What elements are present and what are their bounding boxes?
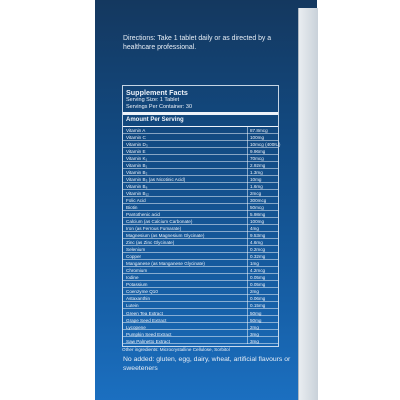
- column-separator: [247, 337, 248, 344]
- column-separator: [247, 267, 248, 274]
- column-separator: [247, 134, 248, 141]
- nutrient-name: Lycopene: [126, 324, 146, 330]
- nutrient-row: [123, 204, 278, 211]
- nutrient-row: [123, 260, 278, 267]
- nutrient-amount: 0.06mg: [250, 296, 266, 302]
- nutrient-amount: 2mg: [250, 289, 259, 295]
- nutrient-amount: 4.6mg: [250, 240, 263, 246]
- amount-per-serving-header: Amount Per Serving: [126, 117, 184, 123]
- nutrient-amount: 87.8mcg: [250, 128, 268, 134]
- nutrient-name: Selenium: [126, 247, 146, 253]
- nutrient-amount: 2mcg: [250, 191, 262, 197]
- nutrient-row: [123, 288, 278, 295]
- nutrient-name: Vitamin B₂: [126, 170, 148, 176]
- nutrient-name: Vitamin B₁₂: [126, 191, 149, 197]
- nutrient-name: Vitamin K₁: [126, 156, 148, 162]
- nutrient-amount: 10mcg (400IU): [250, 142, 281, 148]
- nutrient-amount: 9.96mg: [250, 149, 266, 155]
- nutrient-row: [123, 148, 278, 155]
- nutrient-name: Magnesium (as Magnesium Glycinate): [126, 233, 205, 239]
- nutrient-name: Saw Palmetto Extract: [126, 338, 170, 344]
- column-separator: [247, 155, 248, 162]
- column-separator: [247, 211, 248, 218]
- nutrient-name: Green Tea Extract: [126, 310, 163, 316]
- nutrient-amount: 1.3mg: [250, 170, 263, 176]
- nutrient-name: Vitamin B₆: [126, 184, 148, 190]
- nutrient-amount: 0.05mg: [250, 275, 266, 281]
- column-separator: [247, 190, 248, 197]
- nutrient-name: Calcium (as Calcium Carbonate): [126, 219, 193, 225]
- nutrient-name: Copper: [126, 254, 142, 260]
- column-separator: [247, 288, 248, 295]
- nutrient-name: Vitamin B₁: [126, 163, 148, 169]
- nutrient-row: [123, 232, 278, 239]
- nutrient-amount: 3mg: [250, 331, 259, 337]
- nutrient-amount: 3mg: [250, 338, 259, 344]
- nutrient-amount: 0.32mg: [250, 254, 266, 260]
- nutrient-row: [123, 141, 281, 148]
- nutrient-name: Vitamin A: [126, 128, 146, 134]
- column-separator: [247, 148, 248, 155]
- supplement-facts-panel: [122, 85, 279, 347]
- column-separator: [247, 309, 248, 316]
- nutrient-name: Pantothenic acid: [126, 212, 160, 218]
- column-separator: [247, 253, 248, 260]
- nutrient-name: Vitamin C: [126, 135, 146, 141]
- column-separator: [247, 295, 248, 302]
- nutrient-amount: 300mcg: [250, 198, 267, 204]
- nutrient-row: [123, 267, 278, 274]
- nutrient-amount: 0.2mcg: [250, 247, 266, 253]
- column-separator: [247, 141, 248, 148]
- nutrient-amount: 9.53mg: [250, 233, 266, 239]
- column-separator: [247, 176, 248, 183]
- column-separator: [247, 225, 248, 232]
- nutrient-name: Vitamin B₃ (as Nicotinic Acid): [126, 177, 186, 183]
- nutrient-row: [123, 197, 278, 204]
- other-ingredients: Other ingredients: Microcrystalline Cellulose, Sorbitol: [122, 347, 230, 352]
- nutrient-row: [123, 134, 278, 141]
- nutrient-name: Zinc (as Zinc Glycinate): [126, 240, 175, 246]
- nutrient-name: Lutein: [126, 303, 139, 309]
- nutrient-amount: 2mg: [250, 324, 259, 330]
- nutrient-row: [123, 155, 278, 162]
- column-separator: [247, 302, 248, 309]
- nutrient-row: [123, 274, 278, 281]
- column-separator: [247, 218, 248, 225]
- column-separator: [247, 281, 248, 288]
- thick-divider: [123, 112, 278, 116]
- column-separator: [247, 162, 248, 169]
- nutrient-row: [123, 281, 278, 288]
- serving-size: Serving Size: 1 Tablet: [126, 97, 180, 103]
- column-separator: [247, 316, 248, 323]
- column-separator: [247, 232, 248, 239]
- nutrient-amount: 10mg: [250, 177, 262, 183]
- nutrient-row: [123, 316, 278, 323]
- nutrient-row: [123, 239, 278, 246]
- no-added-statement: No added: gluten, egg, dairy, wheat, artificial flavours or sweeteners: [123, 356, 291, 373]
- nutrient-name: Manganese (as Manganese Glycinate): [126, 261, 205, 267]
- nutrient-row: [123, 183, 278, 190]
- nutrient-name: Iron (as Ferrous Fumarate): [126, 226, 182, 232]
- nutrient-name: Coenzyme Q10: [126, 289, 158, 295]
- nutrient-row: [123, 176, 278, 183]
- nutrient-amount: 5.98mg: [250, 212, 266, 218]
- nutrient-amount: 50mg: [250, 317, 262, 323]
- nutrient-amount: 50mcg: [250, 205, 264, 211]
- column-separator: [247, 260, 248, 267]
- nutrient-rows: [123, 127, 281, 344]
- nutrient-row: [123, 127, 278, 134]
- nutrient-amount: 70mcg: [250, 156, 264, 162]
- nutrient-amount: 0.15mg: [250, 303, 266, 309]
- column-separator: [247, 323, 248, 330]
- column-separator: [247, 246, 248, 253]
- servings-per-container: Servings Per Container: 30: [126, 104, 193, 110]
- nutrient-row: [123, 330, 278, 337]
- column-separator: [247, 274, 248, 281]
- column-separator: [247, 204, 248, 211]
- facts-title: Supplement Facts: [126, 88, 188, 97]
- nutrient-amount: 4.2mcg: [250, 268, 266, 274]
- nutrient-row: [123, 295, 278, 302]
- nutrient-row: [123, 169, 278, 176]
- nutrient-amount: 50mg: [250, 310, 262, 316]
- nutrient-name: Biotin: [126, 205, 138, 211]
- nutrient-row: [123, 246, 278, 253]
- nutrient-row: [123, 225, 278, 232]
- nutrient-row: [123, 162, 278, 169]
- nutrient-name: Grape Seed Extract: [126, 317, 167, 323]
- nutrient-amount: 1.6mg: [250, 184, 263, 190]
- nutrient-row: [123, 211, 278, 218]
- nutrient-name: Pumpkin Seed Extract: [126, 331, 172, 337]
- nutrient-amount: 4mg: [250, 226, 259, 232]
- column-separator: [247, 169, 248, 176]
- nutrient-row: [123, 302, 278, 309]
- nutrient-row: [123, 337, 278, 344]
- nutrient-name: Chromium: [126, 268, 148, 274]
- nutrient-name: Astaxanthin: [126, 296, 151, 302]
- nutrient-row: [123, 190, 278, 197]
- nutrient-name: Iodine: [126, 275, 139, 281]
- nutrient-amount: 100mg: [250, 135, 265, 141]
- nutrient-name: Vitamin E: [126, 149, 146, 155]
- nutrient-name: Vitamin D₃: [126, 142, 148, 148]
- column-separator: [247, 127, 248, 134]
- column-separator: [247, 239, 248, 246]
- nutrient-name: Folic Acid: [126, 198, 146, 204]
- nutrient-amount: 0.05mg: [250, 282, 266, 288]
- nutrient-row: [123, 309, 278, 316]
- nutrient-amount: 2.92mg: [250, 163, 266, 169]
- column-separator: [247, 330, 248, 337]
- column-separator: [247, 183, 248, 190]
- directions-text: Directions: Take 1 tablet daily or as directed by a healthcare professional.: [123, 35, 272, 52]
- column-separator: [247, 197, 248, 204]
- nutrient-name: Potassium: [126, 282, 148, 288]
- box-side-face: [298, 8, 318, 400]
- nutrient-amount: 1mg: [250, 261, 259, 267]
- nutrient-amount: 100mg: [250, 219, 265, 225]
- nutrient-row: [123, 323, 278, 330]
- nutrient-row: [123, 253, 278, 260]
- nutrient-row: [123, 218, 278, 225]
